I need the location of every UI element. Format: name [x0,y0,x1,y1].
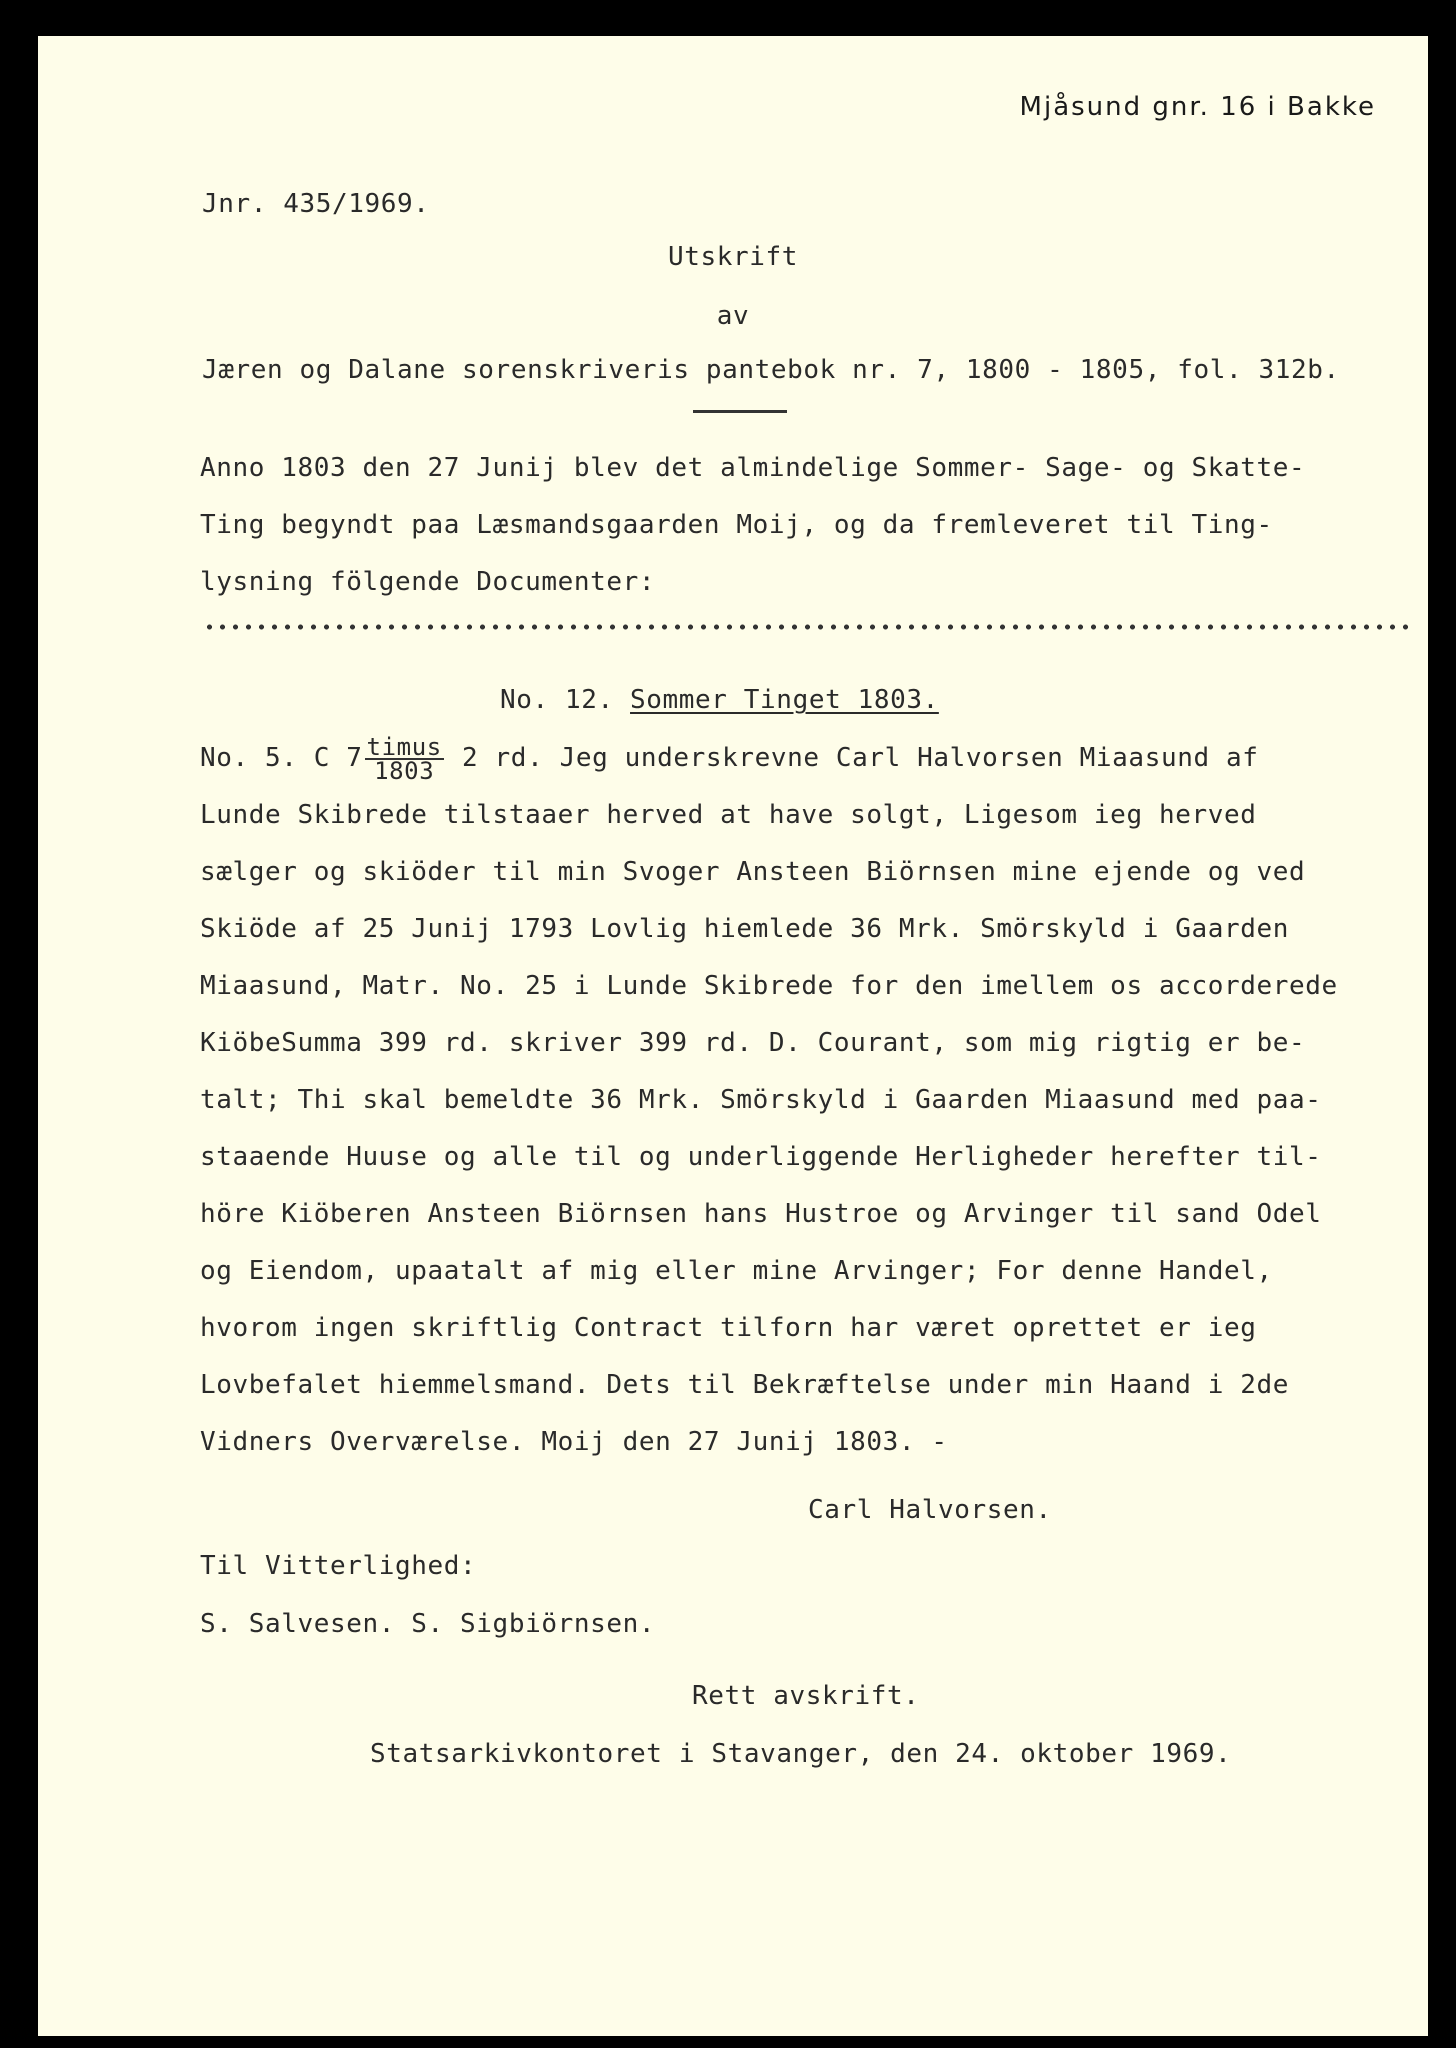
intro-line-3: lysning fölgende Documenter: [200,567,656,597]
session-heading [500,672,939,729]
separator-rule [693,410,787,413]
deed-line-4: Skiöde af 25 Junij 1793 Lovlig hiemlede 36 Mrk. Smörskyld i Gaarden [200,914,1289,944]
deed-line-2: Lunde Skibrede tilstaaer herved at have solgt, Ligesom ieg herved [200,800,1257,830]
deed-paragraph [200,730,1410,1471]
registration-fraction [365,732,444,785]
witnesses: S. Salvesen. S. Sigbiörnsen. [200,1609,656,1639]
deed-line-13: Vidners Overværelse. Moij den 27 Junij 1803. - [200,1427,948,1457]
session-title: Sommer Tinget 1803. [630,685,939,715]
place-date: Statsarkivkontoret i Stavanger, den 24. oktober 1969. [370,1739,1232,1769]
deed-line-8: staaende Huuse og alle til og underliggende Herligheder herefter til- [200,1142,1322,1172]
deed-line-1 [200,730,1410,787]
deed-line-7: talt; Thi skal bemeldte 36 Mrk. Smörskyld i Gaarden Miaasund med paa- [200,1085,1322,1115]
document-page [38,36,1428,2036]
deed-line-9: höre Kiöberen Ansteen Biörnsen hans Hustroe og Arvinger til sand Odel [200,1199,1322,1229]
intro-line-2: Ting begyndt paa Læsmandsgaarden Moij, og da fremleveret til Ting- [200,510,1273,540]
deed-line-5: Miaasund, Matr. No. 25 i Lunde Skibrede for den imellem os accorderede [200,971,1338,1001]
certification: Rett avskrift. [692,1681,920,1711]
deed-line-11: hvorom ingen skriftlig Contract tilforn har været oprettet er ieg [200,1313,1257,1343]
deed-line-6: KiöbeSumma 399 rd. skriver 399 rd. D. Courant, som mig rigtig er be- [200,1028,1306,1058]
document-title-sub: av [716,301,750,331]
session-number: No. 12. [500,685,631,715]
entry-first-line-rest: 2 rd. Jeg underskrevne Carl Halvorsen Miaasund af [445,743,1259,773]
entry-prefix: No. 5. C 7 [200,743,363,773]
header-note: Mjåsund gnr. 16 i Bakke [1019,92,1376,122]
document-title: Utskrift [667,242,799,272]
deed-line-12: Lovbefalet hiemmelsmand. Dets til Bekræftelse under min Haand i 2de [200,1370,1289,1400]
signature: Carl Halvorsen. [808,1495,1052,1525]
dotted-separator [203,624,1413,630]
deed-line-3: sælger og skiöder til min Svoger Ansteen Biörnsen mine ejende og ved [200,857,1306,887]
fraction-numerator: timus [366,732,442,761]
source-reference: Jæren og Dalane sorenskriveris pantebok nr. 7, 1800 - 1805, fol. 312b. [202,355,1340,385]
witness-label: Til Vitterlighed: [200,1551,477,1581]
intro-line-1: Anno 1803 den 27 Junij blev det almindelige Sommer- Sage- og Skatte- [200,453,1306,483]
deed-line-10: og Eiendom, upaatalt af mig eller mine Arvinger; For denne Handel, [200,1256,1273,1286]
intro-paragraph [200,440,1410,611]
fraction-denominator: 1803 [374,756,435,785]
journal-number: Jnr. 435/1969. [202,189,430,219]
